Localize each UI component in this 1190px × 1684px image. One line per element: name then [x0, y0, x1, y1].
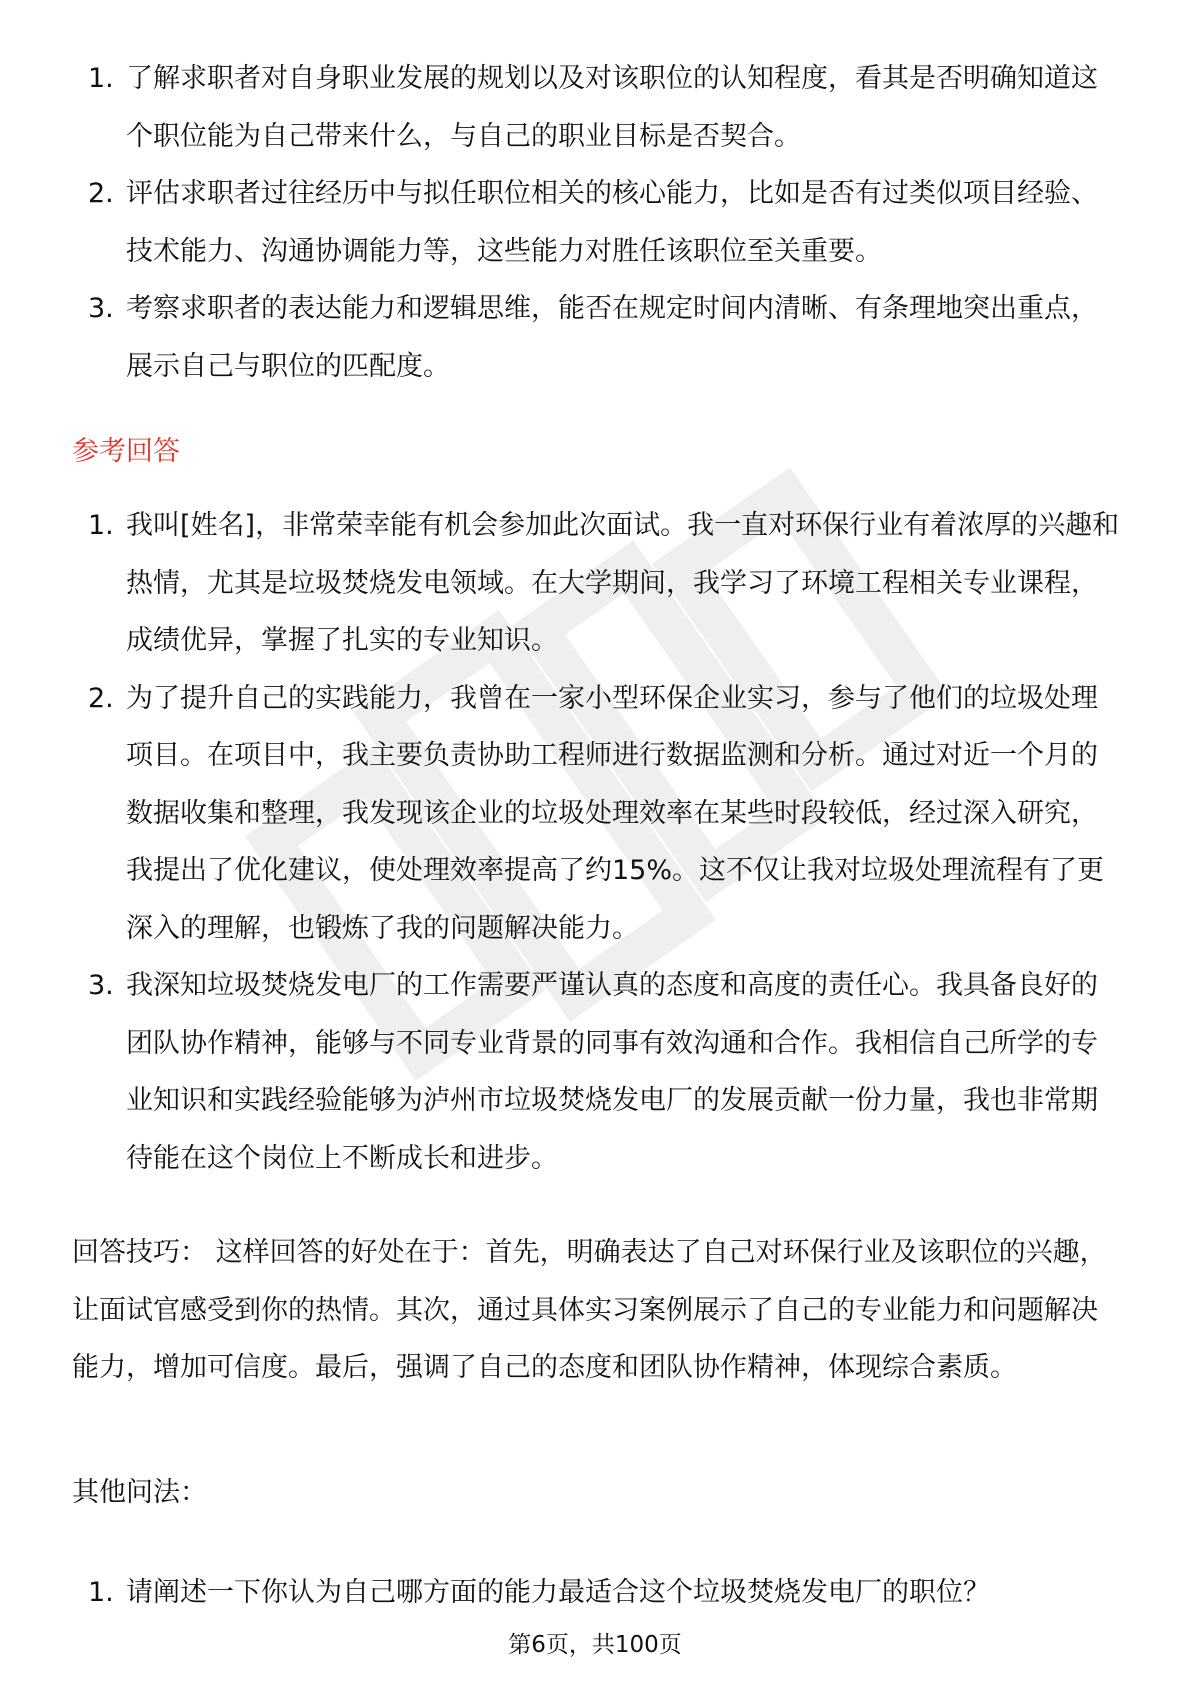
list-number: 3. [88, 970, 114, 1001]
list-item [0, 280, 1190, 395]
list-number: 2. [88, 178, 114, 209]
reference-answer-heading: 参考回答 [72, 436, 180, 467]
list-text: 了解求职者对自身职业发展的规划以及对该职位的认知程度，看其是否明确知道这个职位能为自己带来什么，与自己的职业目标是否契合。 [126, 63, 1098, 152]
list-item [0, 957, 1190, 1187]
list-text: 为了提升自己的实践能力，我曾在一家小型环保企业实习，参与了他们的垃圾处理项目。在项目中，我主要负责协助工程师进行数据监测和分析。通过对近一个月的数据收集和整理，我发现该企业的垃圾处理效率在某些时段较低，经过深入研究，我提出了优化建议，使处理效率提高了约15%。这不仅让我对垃圾处理流程有了更深入的理解，也锻炼了我的问题解决能力。 [126, 682, 1105, 944]
list-item [0, 497, 1190, 670]
list-text: 我叫[姓名]，非常荣幸能有机会参加此次面试。我一直对环保行业有着浓厚的兴趣和热情，尤其是垃圾焚烧发电领域。在大学期间，我学习了环境工程相关专业课程，成绩优异，掌握了扎实的专业知识。 [126, 510, 1120, 656]
answer-list [0, 497, 1190, 1187]
page-footer: 第6页，共100页 [508, 1632, 682, 1658]
list-text: 请阐述一下你认为自己哪方面的能力最适合这个垃圾焚烧发电厂的职位？ [126, 1577, 990, 1608]
list-item [0, 50, 1190, 165]
list-number: 1. [88, 1577, 114, 1608]
answer-tips-paragraph: 回答技巧： 这样回答的好处在于：首先，明确表达了自己对环保行业及该职位的兴趣，让面试官感受到你的热情。其次，通过具体实习案例展示了自己的专业能力和问题解决能力，增加可信度。最后，强调了自己的态度和团队协作精神，体现综合素质。 [72, 1237, 1107, 1383]
list-item [0, 1564, 1190, 1622]
list-text: 我深知垃圾焚烧发电厂的工作需要严谨认真的态度和高度的责任心。我具备良好的团队协作精神，能够与不同专业背景的同事有效沟通和合作。我相信自己所学的专业知识和实践经验能够为泸州市垃圾焚烧发电厂的发展贡献一份力量，我也非常期待能在这个岗位上不断成长和进步。 [126, 970, 1098, 1174]
list-number: 1. [88, 510, 114, 541]
list-text: 考察求职者的表达能力和逻辑思维，能否在规定时间内清晰、有条理地突出重点，展示自己与职位的匹配度。 [126, 293, 1098, 382]
other-questions-list [0, 1564, 1190, 1622]
list-text: 评估求职者过往经历中与拟任职位相关的核心能力，比如是否有过类似项目经验、技术能力、沟通协调能力等，这些能力对胜任该职位至关重要。 [126, 178, 1098, 267]
intro-list [0, 50, 1190, 395]
list-item [0, 670, 1190, 958]
list-number: 2. [88, 682, 114, 714]
list-item [0, 165, 1190, 280]
list-number: 3. [88, 293, 114, 324]
list-number: 1. [88, 63, 114, 94]
other-questions-heading: 其他问法： [72, 1477, 207, 1508]
